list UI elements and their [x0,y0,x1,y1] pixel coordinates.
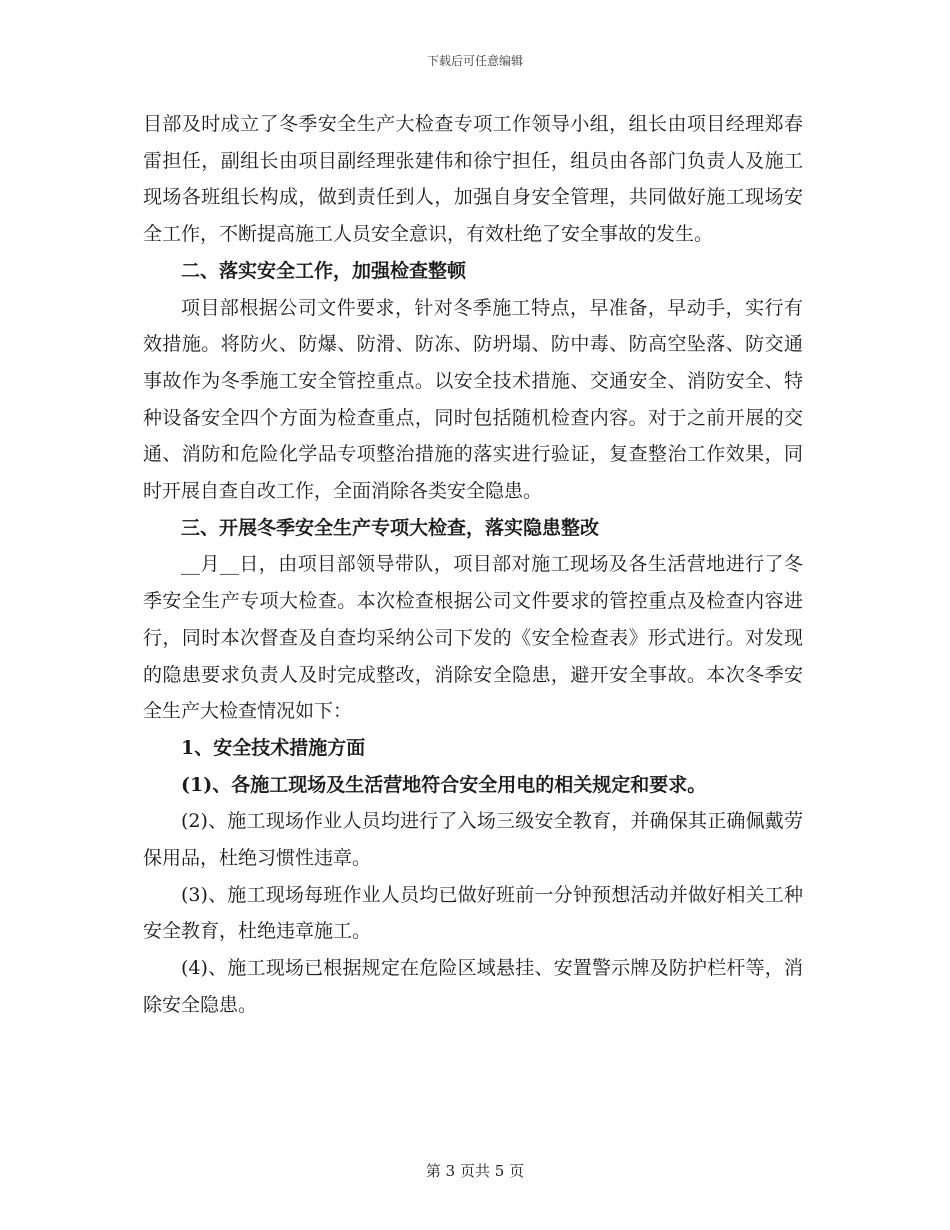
section-heading-3: 三、开展冬季安全生产专项大检查，落实隐患整改 [181,516,600,539]
list-item-3: (3)、施工现场每班作业人员均已做好班前一分钟预想活动并做好相关工种安全教育，杜绝违章施工。 [143,883,803,943]
page-footer: 第 3 页共 5 页 [425,1162,525,1180]
list-item-4: (4)、施工现场已根据规定在危险区域悬挂、安置警示牌及防护栏杆等，消除安全隐患。 [143,957,803,1016]
subsection-heading-1: 1、安全技术措施方面 [181,736,366,759]
paragraph-continuation: 目部及时成立了冬季安全生产大检查专项工作领导小组，组长由项目经理郑春雷担任，副组长由项目副经理张建伟和徐宁担任，组员由各部门负责人及施工现场各班组长构成，做到责任到人，加强自身安全管理，共同做好施工现场安全工作，不断提高施工人员安全意识，有效杜绝了安全事故的发生。 [143,113,803,246]
list-item-1: (1)、各施工现场及生活营地符合安全用电的相关规定和要求。 [181,773,707,796]
paragraph-safety-work: 项目部根据公司文件要求，针对冬季施工特点，早准备，早动手，实行有效措施。将防火、防爆、防滑、防冻、防坍塌、防中毒、防高空坠落、防交通事故作为冬季施工安全管控重点。以安全技术措施、交通安全、消防安全、特种设备安全四个方面为检查重点，同时包括随机检查内容。对于之前开展的交通、消防和危险化学品专项整治措施的落实进行验证，复查整治工作效果，同时开展自查自改工作，全面消除各类安全隐患。 [143,296,803,503]
list-item-2: (2)、施工现场作业人员均进行了入场三级安全教育，并确保其正确佩戴劳保用品，杜绝习惯性违章。 [143,810,803,870]
document-body [143,106,803,1024]
paragraph-inspection: __月__日，由项目部领导带队，项目部对施工现场及各生活营地进行了冬季安全生产专项大检查。本次检查根据公司文件要求的管控重点及检查内容进行，同时本次督查及自查均采纳公司下发的《安全检查表》形式进行。对发现的隐患要求负责人及时完成整改，消除安全隐患，避开安全事故。本次冬季安全生产大检查情况如下： [143,553,803,723]
page-header: 下载后可任意编辑 [426,54,523,68]
section-heading-2: 二、落实安全工作，加强检查整顿 [181,259,467,282]
